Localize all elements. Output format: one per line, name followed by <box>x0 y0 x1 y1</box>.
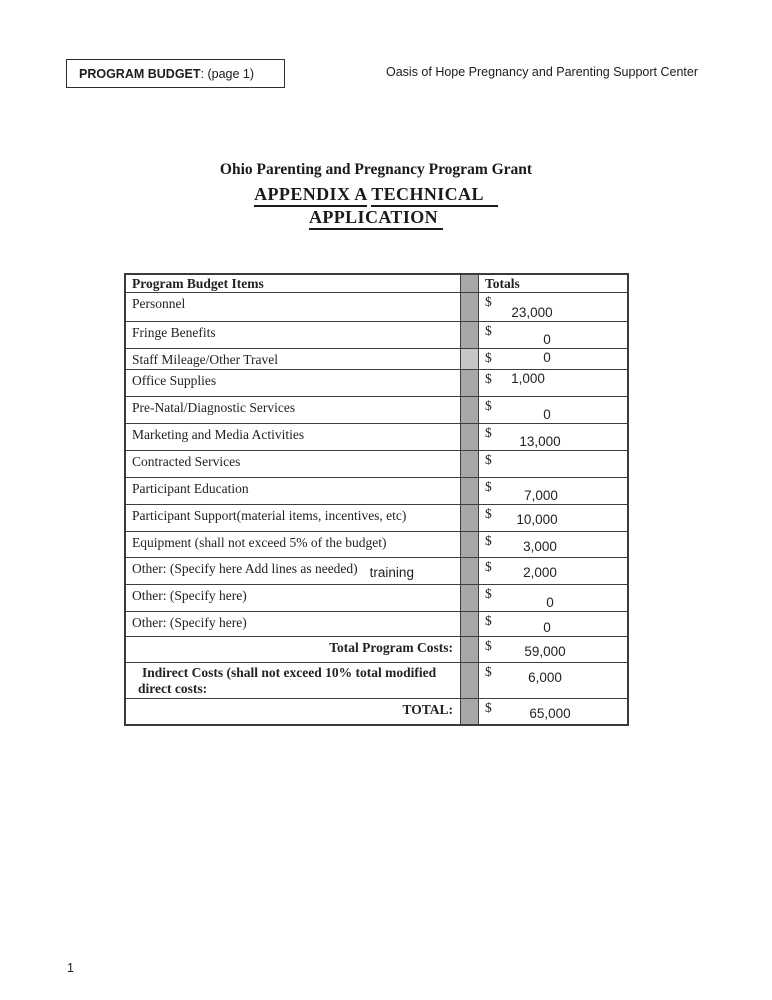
row-value: 2,000 <box>523 565 557 580</box>
row-label: Equipment (shall not exceed 5% of the budget) <box>132 535 387 550</box>
table-row <box>126 558 627 585</box>
divider-cell <box>460 349 479 369</box>
divider-cell <box>460 451 479 477</box>
row-label: Other: (Specify here) <box>132 615 247 630</box>
row-label-cell <box>126 637 460 662</box>
table-row <box>126 478 627 505</box>
row-value: 0 <box>543 350 551 365</box>
application-title-line <box>0 206 752 229</box>
table-header-row <box>126 275 627 293</box>
divider-cell <box>460 478 479 504</box>
row-label-cell <box>126 505 460 531</box>
row-total-cell <box>479 612 627 636</box>
row-label: Other: (Specify here Add lines as needed) <box>132 561 358 576</box>
budget-table <box>124 273 629 726</box>
application-text: APPLICATION <box>309 207 443 230</box>
program-budget-page-indicator: : (page 1) <box>200 66 255 81</box>
row-label: Fringe Benefits <box>132 325 216 340</box>
row-total-cell <box>479 663 627 698</box>
currency-symbol: $ <box>485 294 492 309</box>
table-row <box>126 505 627 532</box>
divider-cell <box>460 275 479 292</box>
program-budget-label: PROGRAM BUDGET <box>79 66 201 81</box>
row-value: 3,000 <box>523 539 557 554</box>
row-total-cell <box>479 637 627 662</box>
row-value: 0 <box>543 620 551 635</box>
column-header-items: Program Budget Items <box>132 276 264 291</box>
row-label-cell <box>126 322 460 348</box>
row-label: Staff Mileage/Other Travel <box>132 352 278 367</box>
row-label-cell <box>126 558 460 584</box>
row-label-cell <box>126 663 460 698</box>
row-label: Personnel <box>132 296 186 311</box>
row-label-cell <box>126 612 460 636</box>
table-row <box>126 349 627 370</box>
row-value: 0 <box>546 595 554 610</box>
divider-cell <box>460 322 479 348</box>
divider-cell <box>460 558 479 584</box>
table-row <box>126 585 627 612</box>
currency-symbol: $ <box>485 559 492 574</box>
row-total-cell <box>479 558 627 584</box>
table-row <box>126 451 627 478</box>
row-label: Participant Support(material items, incentives, etc) <box>132 508 407 523</box>
table-row <box>126 370 627 397</box>
technical-text: TECHNICAL <box>371 184 498 207</box>
row-value: 6,000 <box>528 670 562 685</box>
divider-cell <box>460 424 479 450</box>
row-label: Total Program Costs: <box>329 640 453 655</box>
table-row <box>126 397 627 424</box>
currency-symbol: $ <box>485 398 492 413</box>
currency-symbol: $ <box>485 506 492 521</box>
table-row <box>126 663 627 699</box>
currency-symbol: $ <box>485 350 492 365</box>
row-label-cell <box>126 293 460 321</box>
divider-cell <box>460 637 479 662</box>
row-label: Pre-Natal/Diagnostic Services <box>132 400 296 415</box>
row-value: 7,000 <box>524 488 558 503</box>
row-label-cell <box>126 424 460 450</box>
table-row <box>126 293 627 322</box>
currency-symbol: $ <box>485 323 492 338</box>
currency-symbol: $ <box>485 533 492 548</box>
divider-cell <box>460 585 479 611</box>
row-label: Contracted Services <box>132 454 241 469</box>
row-total-cell <box>479 370 627 396</box>
row-total-cell <box>479 349 627 369</box>
appendix-title-line <box>0 183 752 206</box>
row-label-cell <box>126 397 460 423</box>
table-row <box>126 532 627 558</box>
currency-symbol: $ <box>485 664 492 679</box>
column-header-totals: Totals <box>485 276 520 291</box>
row-value: 65,000 <box>529 706 571 721</box>
row-total-cell <box>479 397 627 423</box>
row-value: 1,000 <box>511 371 545 386</box>
divider-cell <box>460 505 479 531</box>
row-label-cell <box>126 585 460 611</box>
row-total-cell <box>479 532 627 557</box>
table-row <box>126 637 627 663</box>
table-row <box>126 322 627 349</box>
document-title <box>0 161 752 229</box>
divider-cell <box>460 532 479 557</box>
currency-symbol: $ <box>485 371 492 386</box>
row-value: 13,000 <box>519 434 561 449</box>
row-value: 10,000 <box>516 512 558 527</box>
row-label: Office Supplies <box>132 373 217 388</box>
table-row <box>126 699 627 724</box>
row-value: 23,000 <box>511 305 553 320</box>
row-fill-value: training <box>369 565 414 580</box>
currency-symbol: $ <box>485 425 492 440</box>
currency-symbol: $ <box>485 638 492 653</box>
row-label-cell <box>126 478 460 504</box>
divider-cell <box>460 612 479 636</box>
row-label: TOTAL: <box>402 702 453 717</box>
row-total-cell <box>479 699 627 724</box>
row-total-cell <box>479 585 627 611</box>
currency-symbol: $ <box>485 613 492 628</box>
row-label: Other: (Specify here) <box>132 588 247 603</box>
row-total-cell <box>479 478 627 504</box>
grant-title: Ohio Parenting and Pregnancy Program Grant <box>219 161 533 178</box>
table-row <box>126 612 627 637</box>
row-label-cell <box>126 699 460 724</box>
row-total-cell <box>479 451 627 477</box>
currency-symbol: $ <box>485 452 492 467</box>
row-total-cell <box>479 505 627 531</box>
row-label-cell <box>126 370 460 396</box>
program-budget-label-box <box>66 59 285 88</box>
row-value: 0 <box>543 332 551 347</box>
divider-cell <box>460 397 479 423</box>
appendix-a-text: APPENDIX A <box>254 184 367 207</box>
row-label: Indirect Costs (shall not exceed 10% total modified direct costs: <box>138 665 437 696</box>
row-label-cell <box>126 532 460 557</box>
row-total-cell <box>479 424 627 450</box>
organization-name: Oasis of Hope Pregnancy and Parenting Support Center <box>386 65 698 79</box>
divider-cell <box>460 699 479 724</box>
row-value: 59,000 <box>524 644 566 659</box>
divider-cell <box>460 370 479 396</box>
divider-cell <box>460 293 479 321</box>
page-number: 1 <box>67 961 74 975</box>
table-row <box>126 424 627 451</box>
currency-symbol: $ <box>485 700 492 715</box>
row-label-cell <box>126 451 460 477</box>
row-label-cell <box>126 349 460 369</box>
row-label: Marketing and Media Activities <box>132 427 305 442</box>
divider-cell <box>460 663 479 698</box>
row-total-cell <box>479 293 627 321</box>
row-label: Participant Education <box>132 481 249 496</box>
currency-symbol: $ <box>485 479 492 494</box>
row-total-cell <box>479 322 627 348</box>
table-body <box>126 293 627 724</box>
row-value: 0 <box>543 407 551 422</box>
currency-symbol: $ <box>485 586 492 601</box>
